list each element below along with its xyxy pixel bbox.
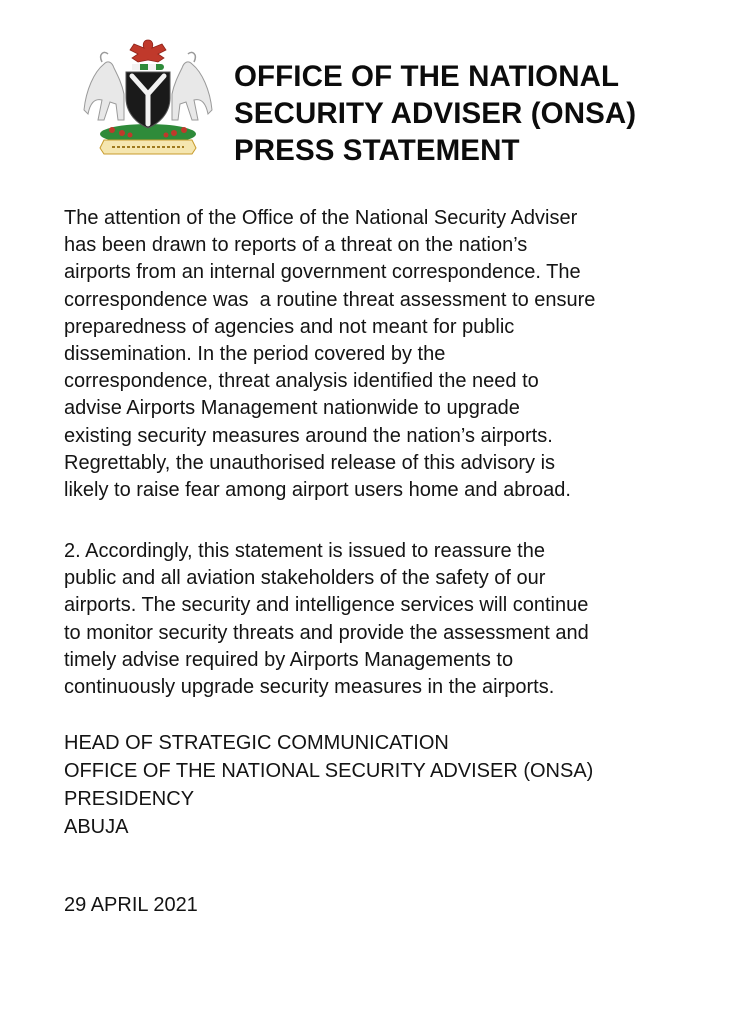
paragraph-line: has been drawn to reports of a threat on the nation’s <box>64 234 528 257</box>
title-line: SECURITY ADVISER (ONSA) <box>234 97 637 130</box>
statement-date <box>64 892 684 919</box>
coat-of-arms-icon <box>74 32 222 160</box>
title-line: OFFICE OF THE NATIONAL <box>234 60 620 93</box>
paragraph-line: The attention of the Office of the National Security Adviser <box>64 207 578 229</box>
paragraph-line: airports. The security and intelligence services will continue <box>64 594 589 617</box>
signature-line: ABUJA <box>64 816 129 838</box>
paragraph-line: existing security measures around the nation’s airports. <box>64 424 553 447</box>
paragraph-line: timely advise required by Airports Managements to <box>64 648 514 671</box>
paragraph-line: to monitor security threats and provide the assessment and <box>64 621 589 644</box>
paragraph-line: likely to raise fear among airport users home and abroad. <box>64 479 571 502</box>
paragraph-line: continuously upgrade security measures in the airports. <box>64 676 555 699</box>
paragraph-line: correspondence was a routine threat assessment to ensure <box>64 288 596 311</box>
signature-line: HEAD OF STRATEGIC COMMUNICATION <box>64 732 449 754</box>
paragraph-line: 2. Accordingly, this statement is issued to reassure the <box>64 540 545 562</box>
paragraph-line: advise Airports Management nationwide to upgrade <box>64 397 520 420</box>
paragraph-line: public and all aviation stakeholders of the safety of our <box>64 567 546 590</box>
signature-line: PRESIDENCY <box>64 788 195 810</box>
paragraph-line: Regrettably, the unauthorised release of this advisory is <box>64 451 556 474</box>
coat-of-arms-logo <box>74 32 222 160</box>
statement-paragraph-1 <box>64 205 684 504</box>
statement-paragraph-2 <box>64 538 684 701</box>
date-text: 29 APRIL 2021 <box>64 894 198 916</box>
paragraph-line: correspondence, threat analysis identified the need to <box>64 370 539 393</box>
title-line: PRESS STATEMENT <box>234 134 520 167</box>
signature-line: OFFICE OF THE NATIONAL SECURITY ADVISER (ONSA) <box>64 760 594 782</box>
paragraph-line: airports from an internal government correspondence. The <box>64 261 581 284</box>
paragraph-line: dissemination. In the period covered by the <box>64 343 446 366</box>
signature-block <box>64 729 684 841</box>
paragraph-line: preparedness of agencies and not meant for public <box>64 315 515 338</box>
press-statement-title <box>234 58 714 169</box>
